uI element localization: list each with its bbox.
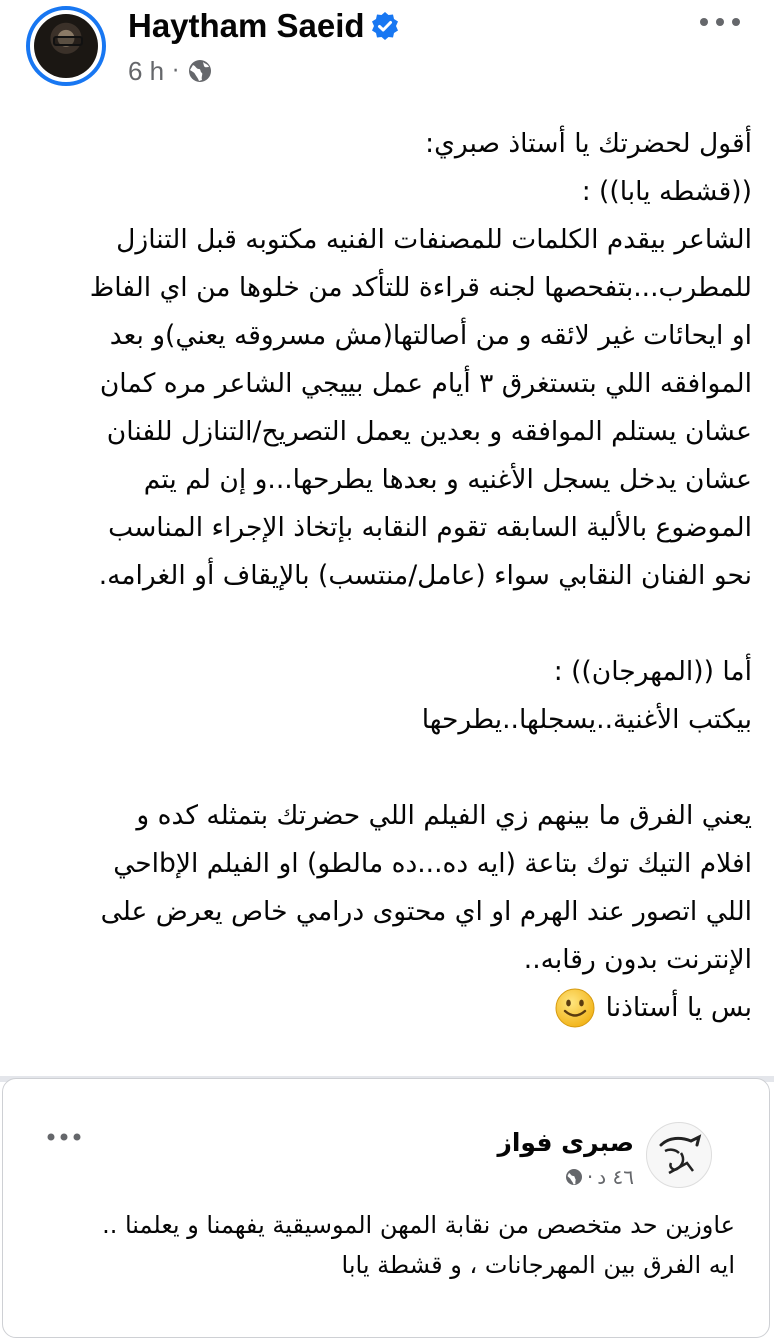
blank-line bbox=[28, 600, 752, 648]
shared-author-avatar[interactable] bbox=[646, 1122, 712, 1188]
globe-icon[interactable] bbox=[565, 1168, 583, 1186]
more-options-icon[interactable] bbox=[44, 1128, 84, 1146]
caricature-icon bbox=[647, 1123, 711, 1187]
post-line: افلام التيك توك بتاعة (ايه ده...ده مالطو) او الفيلم الإbاحي bbox=[113, 848, 752, 879]
post-line: يعني الفرق ما بينهم زي الفيلم اللي حضرتك بتمثله كده و bbox=[136, 800, 752, 831]
post-line: الشاعر بيقدم الكلمات للمصنفات الفنيه مكتوبه قبل التنازل bbox=[116, 224, 752, 255]
post-line: نحو الفنان النقابي سواء (عامل/منتسب) بالإيقاف أو الغرامه. bbox=[98, 560, 752, 591]
shared-post-timestamp[interactable]: ٤٦ د bbox=[597, 1165, 634, 1189]
post-line: الموضوع بالألية السابقه تقوم النقابه بإتخاذ الإجراء المناسب bbox=[108, 512, 752, 543]
post-line: أقول لحضرتك يا أستاذ صبري: bbox=[425, 128, 752, 159]
post-line: بيكتب الأغنية..يسجلها..يطرحها bbox=[421, 704, 752, 735]
shared-post-meta bbox=[565, 1165, 634, 1189]
blank-line bbox=[28, 744, 752, 792]
post-header bbox=[0, 0, 774, 110]
post-line: اللي اتصور عند الهرم او اي محتوى درامي خاص يعرض على bbox=[100, 896, 752, 927]
post-meta bbox=[128, 54, 213, 88]
globe-icon[interactable] bbox=[187, 58, 213, 84]
post-timestamp[interactable]: 6 h bbox=[128, 55, 165, 86]
meta-separator: · bbox=[172, 58, 180, 84]
smiling-face-icon bbox=[554, 987, 596, 1029]
verified-badge-icon bbox=[370, 11, 400, 41]
author-avatar[interactable] bbox=[34, 14, 98, 78]
post-line: ((قشطه يابا)) : bbox=[581, 176, 752, 207]
shared-author-name[interactable]: صبرى فواز bbox=[497, 1128, 634, 1157]
more-options-icon[interactable] bbox=[695, 10, 745, 34]
post-line: او ايحائات غير لائقه و من أصالتها(مش مسروقه يعني)و بعد bbox=[109, 320, 752, 351]
post-last-line bbox=[28, 984, 752, 1032]
post-line: عشان يدخل يسجل الأغنيه و بعدها يطرحها...و إن لم يتم bbox=[143, 464, 752, 495]
post-line: أما ((المهرجان)) : bbox=[553, 656, 752, 687]
shared-post-line: عاوزين حد متخصص من نقابة المهن الموسيقية يفهمنا و يعلمنا .. bbox=[102, 1211, 735, 1239]
story-ring[interactable] bbox=[26, 6, 106, 86]
post-line: عشان يستلم الموافقه و بعدين يعمل التصريح/التنازل للفنان bbox=[106, 416, 752, 447]
post-line: بس يا أستاذنا bbox=[605, 992, 752, 1023]
post-line: للمطرب...بتفحصها لجنه قراءة للتأكد من خلوها من اي الفاظ bbox=[89, 272, 752, 303]
shared-post-text bbox=[60, 1205, 735, 1285]
shared-post-line: ايه الفرق بين المهرجانات ، و قشطة يابا bbox=[341, 1251, 735, 1279]
post-line: الإنترنت بدون رقابه.. bbox=[523, 944, 752, 975]
post-line: الموافقه اللي بتستغرق ٣ أيام عمل بييجي الشاعر مره كمان bbox=[99, 368, 752, 399]
post-text bbox=[28, 120, 752, 1032]
author-name[interactable]: Haytham Saeid bbox=[128, 7, 365, 44]
meta-separator: · bbox=[586, 1165, 594, 1189]
